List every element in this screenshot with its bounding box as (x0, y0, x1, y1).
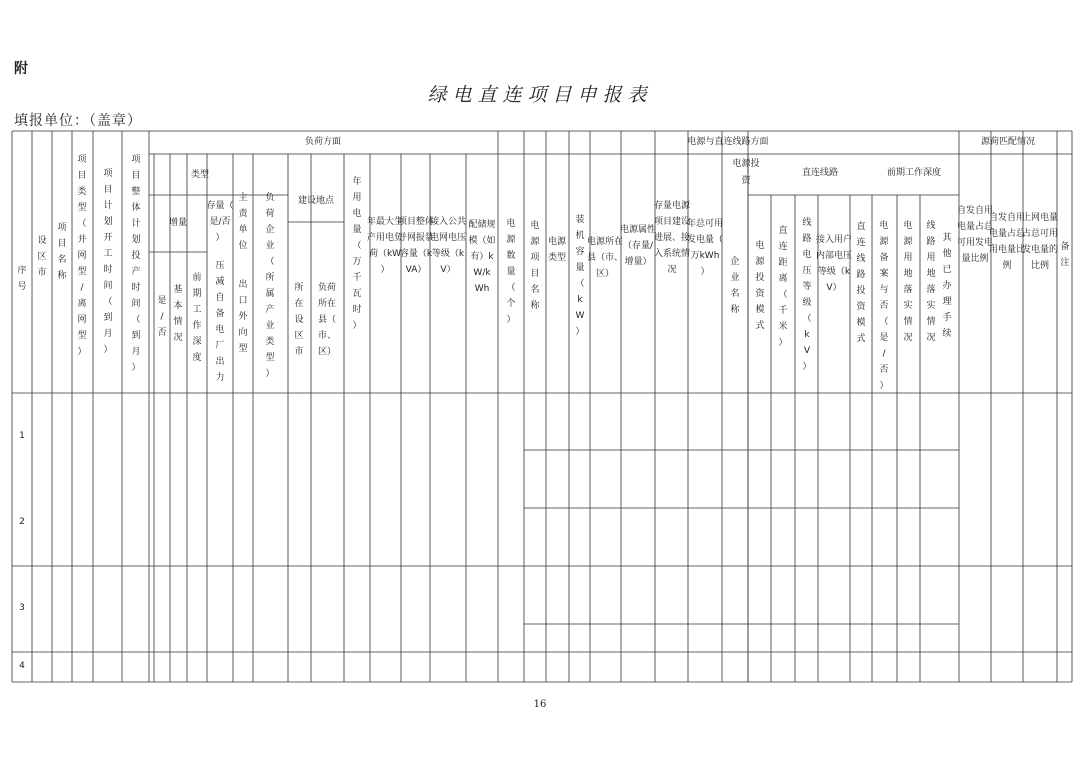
subheader-early-work: 前期工作深度 (886, 168, 942, 178)
row-number: 3 (19, 603, 25, 613)
column-header-self-ratio-consumption: 自发自用电量占总用电量比例 (988, 213, 1026, 271)
column-header-max-load: 年最大生产用电负荷（kW ） (366, 217, 404, 275)
column-header-city: 设区市 (37, 236, 47, 278)
group-header-power: 电源与直连线路方面 (687, 137, 769, 147)
column-header-grid-capacity: 项目整体并网报装容量（k VA） (397, 217, 435, 275)
column-header-plan-operate: 项目整体计划投产时间（到月） (131, 155, 141, 373)
column-header-annual-consumption: 年用电量（万千瓦时） (352, 177, 362, 331)
column-header-capacity: 装机容量（ k W ） (575, 215, 585, 337)
column-header-other-procedures: 其他已办理手续 (942, 233, 952, 339)
group-header-load: 负荷方面 (304, 137, 342, 147)
column-header-annual-gen: 年总可用发电量（万kWh ） (686, 219, 724, 277)
column-header-grid-ratio: 上网电量占总可用发电量的比例 (1021, 213, 1059, 271)
column-header-basic-info: 基本情况 (173, 285, 183, 343)
column-header-company-name: 企业名称 (730, 257, 740, 315)
column-header-invest-mode: 电源投资模式 (755, 241, 765, 331)
column-header-source-name: 电源项目名称 (530, 221, 540, 311)
annex-label: 附 (14, 61, 28, 77)
column-header-industry-type: 负荷企业（所属产业类型） (265, 193, 275, 379)
page-title: 绿电直连项目申报表 (427, 84, 653, 106)
column-header-user-voltage: 接入用户内部电压等级（k V） (815, 235, 853, 293)
subheader-type: 类型 (190, 170, 210, 180)
reporting-unit: 填报单位：（盖章） (14, 113, 142, 129)
subheader-increment: 增量 (168, 218, 188, 228)
column-header-stock: 存量（是/否） (206, 201, 234, 243)
column-header-project-type: 项目类型（并网型/离网型） (77, 155, 87, 357)
subheader-site: 建设地点 (297, 196, 335, 206)
column-header-remark: 备注 (1060, 242, 1070, 268)
column-header-reduce-selfgen: 压减自备电厂出力 (215, 261, 225, 383)
subheader-direct-line: 直连线路 (801, 168, 839, 178)
page-number: 16 (533, 699, 547, 710)
column-header-is-yesno: 是/否 (157, 296, 167, 338)
column-header-early-depth: 前期工作深度 (192, 273, 202, 363)
column-header-line-land: 线路用地落实情况 (926, 221, 936, 343)
group-header-match: 源荷匹配情况 (980, 137, 1036, 147)
column-header-line-voltage: 线路电压等级（ k V ） (802, 218, 812, 372)
column-header-source-filed: 电源备案与否（是/否） (879, 221, 889, 391)
column-header-source-type: 电源类型 (547, 237, 567, 263)
column-header-source-county: 电源所在县（市、区） (586, 237, 624, 279)
column-header-stock-progress: 存量电源项目建设进展、接入系统情况 (653, 201, 691, 275)
column-header-distance: 直连距离（千米） (778, 226, 788, 348)
subheader-investment: 电源投 (732, 159, 760, 169)
column-header-project-name: 项目名称 (57, 223, 67, 281)
column-header-source-count: 电源数量（个） (506, 219, 516, 325)
column-header-source-land: 电源用地落实情况 (903, 221, 913, 343)
row-number: 4 (19, 661, 25, 671)
column-header-load-city: 所在设区市 (294, 283, 304, 357)
column-header-export-type: 出口外向型 (238, 280, 248, 354)
row-number: 2 (19, 517, 25, 527)
column-header-grid-voltage: 接入公共电网电压等级（k V） (429, 217, 467, 275)
column-header-plan-start: 项目计划开工时间（到月） (103, 169, 113, 355)
column-header-load-county: 负荷所在县（市、区） (317, 283, 337, 357)
column-header-storage: 配储规模（如有）k W/k Wh (468, 220, 496, 294)
column-header-self-ratio-gen: 自发自用电量占总可用发电量比例 (956, 206, 994, 264)
column-header-source-attr: 电源属性（存量/增量） (619, 225, 657, 267)
column-header-main-unit: 主责单位 (238, 193, 248, 251)
row-number: 1 (19, 431, 25, 441)
column-header-line-invest: 直连线路投资模式 (856, 222, 866, 344)
column-header-seq: 序号 (17, 266, 27, 292)
subheader-investment-2: 资 (741, 176, 751, 186)
